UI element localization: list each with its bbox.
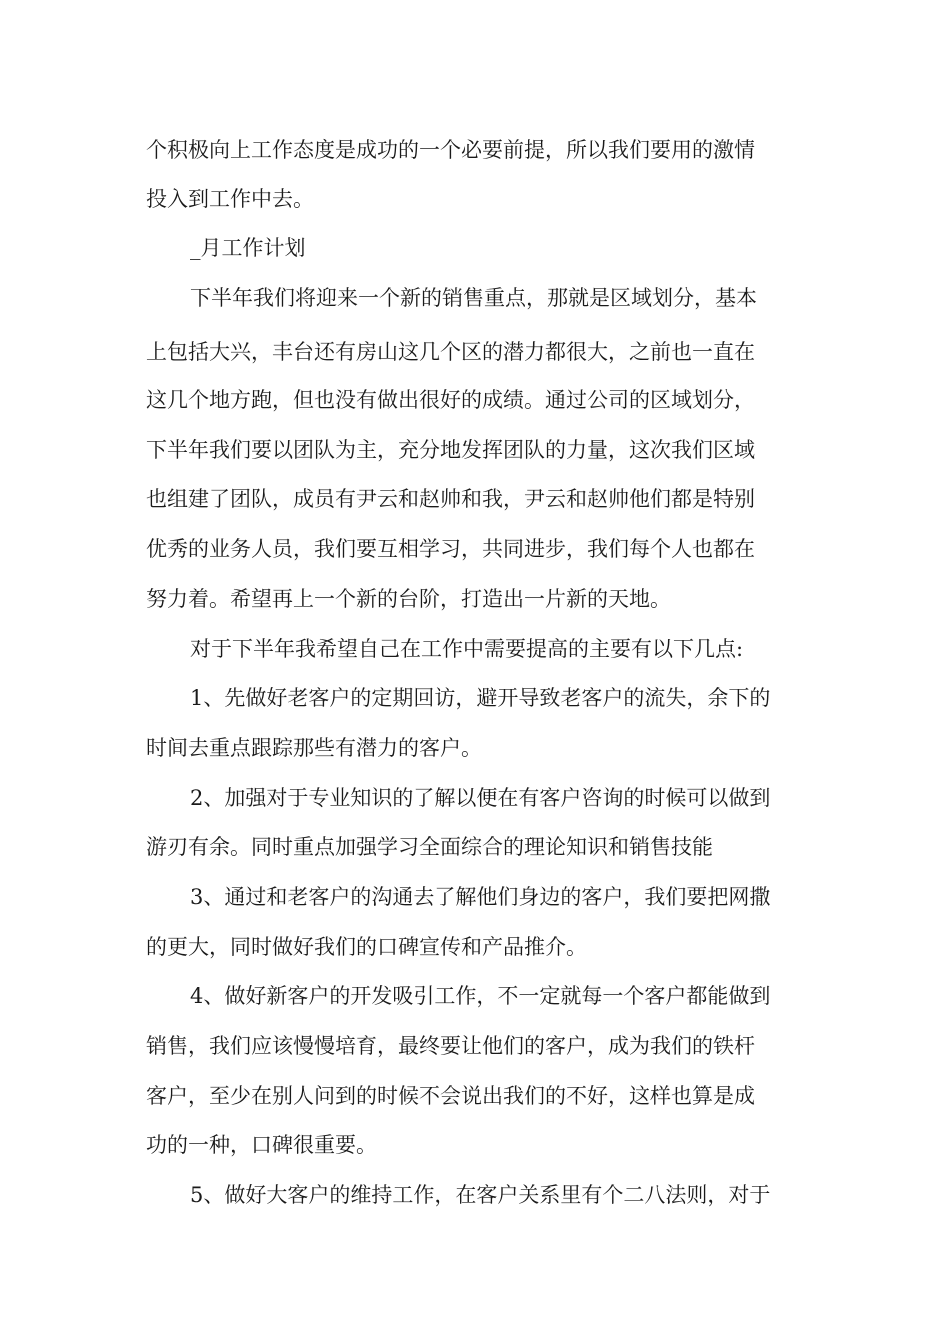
text-line: 上包括大兴，丰台还有房山这几个区的潜力都很大，之前也一直在 (146, 340, 755, 364)
text-line: 下半年我们要以团队为主，充分地发挥团队的力量，这次我们区域 (146, 438, 755, 462)
text-line: 努力着。希望再上一个新的台阶，打造出一片新的天地。 (146, 587, 671, 611)
list-item-line: 5、做好大客户的维持工作，在客户关系里有个二八法则，对于 (190, 1183, 771, 1207)
list-item-line: 1、先做好老客户的定期回访，避开导致老客户的流失，余下的 (190, 686, 771, 710)
text-line: 优秀的业务人员，我们要互相学习，共同进步，我们每个人也都在 (146, 537, 755, 561)
text-line: 销售，我们应该慢慢培育，最终要让他们的客户，成为我们的铁杆 (146, 1034, 755, 1058)
text-line: 投入到工作中去。 (146, 187, 314, 211)
text-line: 的更大，同时做好我们的口碑宣传和产品推介。 (146, 935, 587, 959)
text-line: 客户，至少在别人问到的时候不会说出我们的不好，这样也算是成 (146, 1084, 755, 1108)
section-heading: _月工作计划 (190, 236, 306, 260)
list-item-line: 3、通过和老客户的沟通去了解他们身边的客户，我们要把网撒 (190, 885, 771, 909)
text-line: 也组建了团队，成员有尹云和赵帅和我，尹云和赵帅他们都是特别 (146, 487, 755, 511)
text-line: 对于下半年我希望自己在工作中需要提高的主要有以下几点: (190, 637, 744, 661)
list-item-line: 2、加强对于专业知识的了解以便在有客户咨询的时候可以做到 (190, 786, 771, 810)
text-line: 功的一种，口碑很重要。 (146, 1133, 377, 1157)
text-line: 游刃有余。同时重点加强学习全面综合的理论知识和销售技能 (146, 835, 713, 859)
text-line: 这几个地方跑，但也没有做出很好的成绩。通过公司的区域划分， (146, 388, 755, 412)
text-line: 下半年我们将迎来一个新的销售重点，那就是区域划分，基本 (190, 286, 757, 310)
text-line: 个积极向上工作态度是成功的一个必要前提，所以我们要用的激情 (146, 138, 755, 162)
list-item-line: 4、做好新客户的开发吸引工作，不一定就每一个客户都能做到 (190, 984, 771, 1008)
text-line: 时间去重点跟踪那些有潜力的客户。 (146, 736, 482, 760)
